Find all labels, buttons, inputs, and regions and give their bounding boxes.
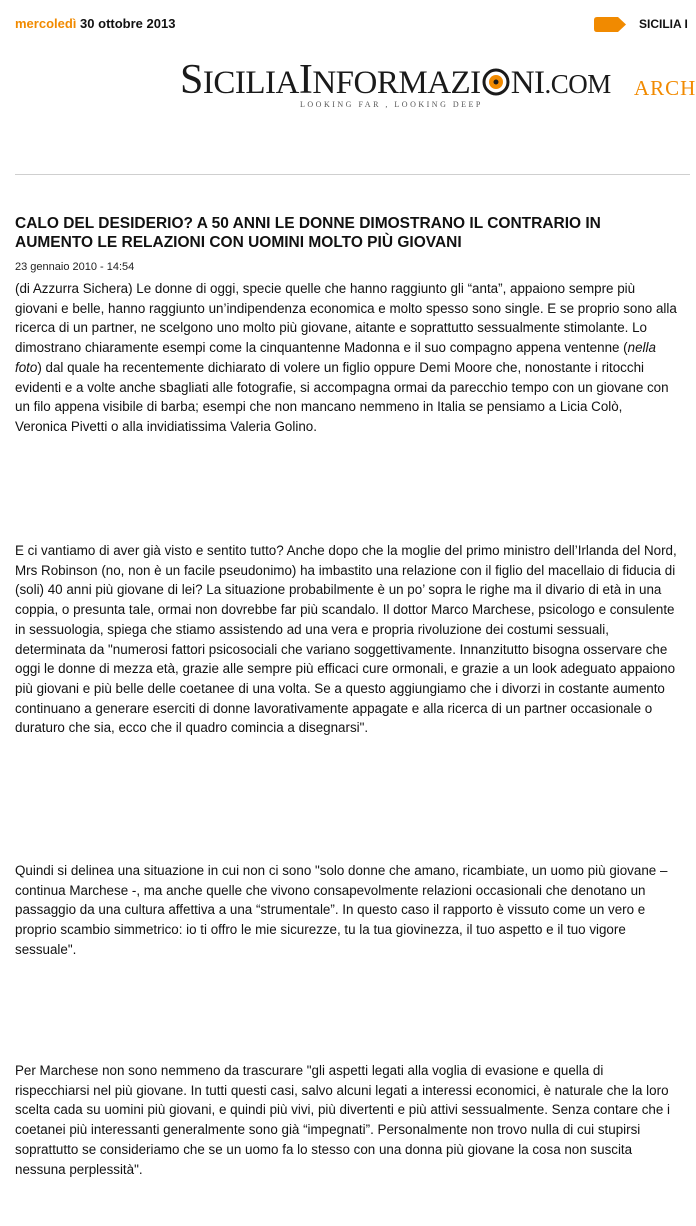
article-title: CALO DEL DESIDERIO? A 50 ANNI LE DONNE DIMOSTRANO IL CONTRARIO IN AUMENTO LE RELAZIONI CON UOMINI MOLTO PIÙ GIOVANI	[15, 215, 601, 251]
article-date: 23 gennaio 2010 - 14:54	[15, 261, 135, 273]
eye-icon	[482, 61, 510, 89]
top-right-label: SICILIA I	[639, 17, 688, 31]
article-paragraph-4: Per Marchese non sono nemmeno da trascurare "gli aspetti legati alla voglia di evasione e quella di rispecchiarsi nel più giovane. In tutti questi casi, salvo alcuni legati a interessi economici, è naturale che la loro scelta cada su uomini più giovani, e quindi più vivi, più divertenti e più attivi sessualmente. Senza contare che i coetanei più interessanti generalmente sono già “impegnati”. Personalmente non trovo nulla di cui stupirsi soprattutto se consideriamo che se un uomo fa lo stesso con una donna più giovane la cosa non suscita nessuna perplessità".	[15, 1063, 671, 1177]
arrow-tab-icon	[594, 17, 626, 32]
article-paragraph-2: E ci vantiamo di aver già visto e sentito tutto? Anche dopo che la moglie del primo ministro dell’Irlanda del Nord, Mrs Robinson (no, non è un facile pseudonimo) ha imbastito una relazione con il figlio del macellaio di fiducia di (soli) 40 anni più giovane di lei? La situazione probabilmente è un po’ sopra le righe ma il divario di età in una coppia, o presunta tale, ormai non dovrebbe far più scandalo. Il dottor Marco Marchese, psicologo e consulente in sessuologia, spiega che stiamo assistendo ad una vera e propria rivoluzione dei costumi sessuali, determinata da "numerosi fattori psicosociali che variano soggettivamente. Innanzitutto bisogna osservare che oggi le donne di mezza età, grazie alle sempre più efficaci cure ormonali, e grazie a un look adeguato appaiono più giovani e più belle delle coetanee di una volta. Se a questo aggiungiamo che i divorzi in costante aumento continuano a generare eserciti di donne lavorativamente appagate e alla ricerca di un partner occasionale o duraturo che sia, ecco che il quadro comincia a disegnarsi".	[15, 543, 677, 736]
date-month-year: ottobre 2013	[98, 16, 176, 31]
date-weekday: mercoledì	[15, 16, 77, 31]
italic-caption: nella foto	[15, 340, 656, 375]
top-right-link[interactable]	[594, 16, 690, 34]
article-paragraph-3: Quindi si delinea una situazione in cui non ci sono "solo donne che amano, ricambiate, un uomo più giovane – continua Marchese -, ma anche quelle che vivono consapevolmente relazioni occasionali che denotano un passaggio da una cultura affettiva a una “strumentale”. In questo caso il rapporto è vissuto come un vero e proprio scambio simmetrico: io ti offro le mie sicurezze, tu la tua giovinezza, il tuo aspetto e il tuo vigore sessuale".	[15, 863, 668, 957]
logo-tagline: LOOKING FAR , LOOKING DEEP	[300, 100, 483, 109]
logo-section-label: ARCH	[634, 76, 696, 100]
article-paragraph-1: (di Azzurra Sichera) Le donne di oggi, specie quelle che hanno raggiunto gli “anta”, appaiono sempre più giovani e belle, hanno raggiunto un’indipendenza economica e molto spesso sono single. E se proprio sono alla ricerca di un partner, ne scelgono uno molto più giovane, aitante e soprattutto sessualmente stimolante. Lo dimostrano chiaramente esempi come la cinquantenne Madonna e il suo compagno appena ventenne (nella foto) dal quale ha recentemente dichiarato di volere un figlio oppure Demi Moore che, nonostante i ritocchi evidenti e a volte anche sbagliati alle fotografie, si accompagna ormai da parecchio tempo con un giovane con un filo appena visibile di barba; esempi che non mancano nemmeno in Italia se pensiamo a Licia Colò, Veronica Pivetti o alla invidiatissima Valeria Golino.	[15, 281, 677, 434]
site-logo[interactable]	[180, 57, 696, 118]
current-date	[15, 16, 175, 31]
header-divider	[15, 174, 690, 175]
logo-wordmark: SICILIAINFORMAZI NI.COM	[180, 57, 611, 103]
date-day: 30	[80, 16, 95, 31]
